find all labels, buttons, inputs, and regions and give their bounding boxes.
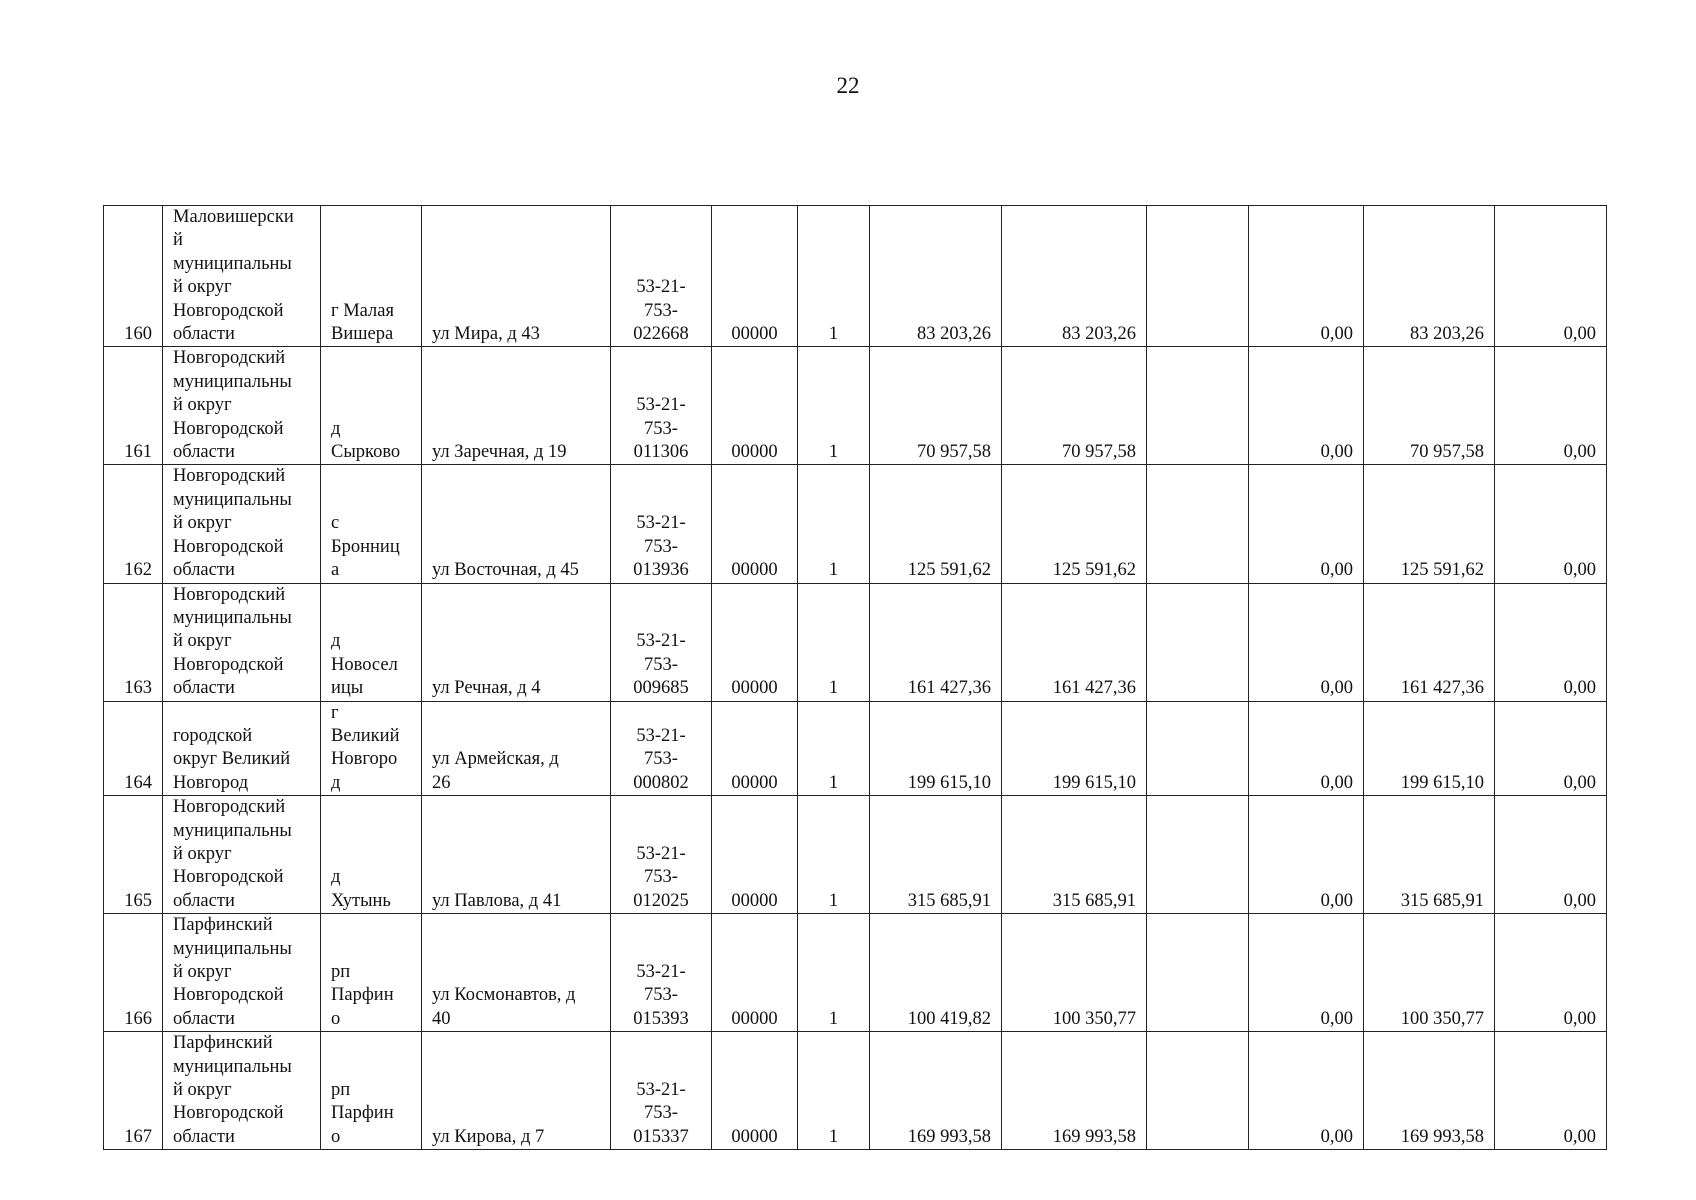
address-cell: ул Восточная, д 45 bbox=[422, 465, 611, 583]
registry-table bbox=[103, 205, 1607, 1150]
amount2-cell: 100 350,77 bbox=[1002, 914, 1147, 1032]
quantity-cell: 1 bbox=[798, 347, 870, 465]
table-row bbox=[104, 1032, 1607, 1150]
amount1-cell: 125 591,62 bbox=[870, 465, 1002, 583]
amount3-cell bbox=[1147, 347, 1249, 465]
amount6-cell: 0,00 bbox=[1495, 347, 1607, 465]
code-cell: 53-21- 753- 015337 bbox=[611, 1032, 712, 1150]
address-cell: ул Речная, д 4 bbox=[422, 583, 611, 701]
subcode-cell: 00000 bbox=[712, 796, 798, 914]
row-number-cell: 166 bbox=[104, 914, 163, 1032]
row-number-cell: 164 bbox=[104, 701, 163, 796]
municipality-cell: Парфинский муниципальны й округ Новгородской области bbox=[163, 1032, 321, 1150]
address-cell: ул Кирова, д 7 bbox=[422, 1032, 611, 1150]
subcode-cell: 00000 bbox=[712, 1032, 798, 1150]
code-cell: 53-21- 753- 012025 bbox=[611, 796, 712, 914]
amount5-cell: 70 957,58 bbox=[1364, 347, 1495, 465]
amount1-cell: 161 427,36 bbox=[870, 583, 1002, 701]
table-row bbox=[104, 465, 1607, 583]
amount4-cell: 0,00 bbox=[1249, 206, 1364, 347]
amount1-cell: 315 685,91 bbox=[870, 796, 1002, 914]
quantity-cell: 1 bbox=[798, 796, 870, 914]
amount4-cell: 0,00 bbox=[1249, 701, 1364, 796]
amount1-cell: 199 615,10 bbox=[870, 701, 1002, 796]
amount4-cell: 0,00 bbox=[1249, 914, 1364, 1032]
amount5-cell: 100 350,77 bbox=[1364, 914, 1495, 1032]
locality-cell: д Хутынь bbox=[321, 796, 422, 914]
amount3-cell bbox=[1147, 583, 1249, 701]
amount2-cell: 199 615,10 bbox=[1002, 701, 1147, 796]
amount4-cell: 0,00 bbox=[1249, 1032, 1364, 1150]
row-number-cell: 160 bbox=[104, 206, 163, 347]
subcode-cell: 00000 bbox=[712, 914, 798, 1032]
locality-cell: г Малая Вишера bbox=[321, 206, 422, 347]
table-row bbox=[104, 206, 1607, 347]
amount5-cell: 161 427,36 bbox=[1364, 583, 1495, 701]
amount1-cell: 70 957,58 bbox=[870, 347, 1002, 465]
table-row bbox=[104, 914, 1607, 1032]
municipality-cell: Новгородский муниципальны й округ Новгородской области bbox=[163, 465, 321, 583]
row-number-cell: 161 bbox=[104, 347, 163, 465]
amount6-cell: 0,00 bbox=[1495, 465, 1607, 583]
locality-cell: с Бронниц а bbox=[321, 465, 422, 583]
municipality-cell: Новгородский муниципальны й округ Новгородской области bbox=[163, 347, 321, 465]
amount2-cell: 315 685,91 bbox=[1002, 796, 1147, 914]
municipality-cell: городской округ Великий Новгород bbox=[163, 701, 321, 796]
row-number-cell: 165 bbox=[104, 796, 163, 914]
amount5-cell: 125 591,62 bbox=[1364, 465, 1495, 583]
address-cell: ул Армейская, д 26 bbox=[422, 701, 611, 796]
amount1-cell: 83 203,26 bbox=[870, 206, 1002, 347]
amount3-cell bbox=[1147, 914, 1249, 1032]
amount3-cell bbox=[1147, 1032, 1249, 1150]
registry-body bbox=[104, 206, 1607, 1150]
amount1-cell: 100 419,82 bbox=[870, 914, 1002, 1032]
subcode-cell: 00000 bbox=[712, 701, 798, 796]
amount6-cell: 0,00 bbox=[1495, 701, 1607, 796]
municipality-cell: Новгородский муниципальны й округ Новгородской области bbox=[163, 583, 321, 701]
municipality-cell: Новгородский муниципальны й округ Новгородской области bbox=[163, 796, 321, 914]
quantity-cell: 1 bbox=[798, 701, 870, 796]
amount5-cell: 169 993,58 bbox=[1364, 1032, 1495, 1150]
page-number: 22 bbox=[836, 73, 860, 98]
address-cell: ул Мира, д 43 bbox=[422, 206, 611, 347]
amount6-cell: 0,00 bbox=[1495, 583, 1607, 701]
amount5-cell: 199 615,10 bbox=[1364, 701, 1495, 796]
table-row bbox=[104, 347, 1607, 465]
amount4-cell: 0,00 bbox=[1249, 796, 1364, 914]
quantity-cell: 1 bbox=[798, 206, 870, 347]
subcode-cell: 00000 bbox=[712, 347, 798, 465]
quantity-cell: 1 bbox=[798, 583, 870, 701]
amount6-cell: 0,00 bbox=[1495, 796, 1607, 914]
locality-cell: рп Парфин о bbox=[321, 1032, 422, 1150]
code-cell: 53-21- 753- 013936 bbox=[611, 465, 712, 583]
code-cell: 53-21- 753- 009685 bbox=[611, 583, 712, 701]
locality-cell: рп Парфин о bbox=[321, 914, 422, 1032]
address-cell: ул Заречная, д 19 bbox=[422, 347, 611, 465]
quantity-cell: 1 bbox=[798, 465, 870, 583]
amount5-cell: 315 685,91 bbox=[1364, 796, 1495, 914]
amount4-cell: 0,00 bbox=[1249, 583, 1364, 701]
table-row bbox=[104, 796, 1607, 914]
code-cell: 53-21- 753- 000802 bbox=[611, 701, 712, 796]
address-cell: ул Павлова, д 41 bbox=[422, 796, 611, 914]
table-row bbox=[104, 583, 1607, 701]
municipality-cell: Парфинский муниципальны й округ Новгородской области bbox=[163, 914, 321, 1032]
amount2-cell: 83 203,26 bbox=[1002, 206, 1147, 347]
subcode-cell: 00000 bbox=[712, 465, 798, 583]
amount2-cell: 161 427,36 bbox=[1002, 583, 1147, 701]
amount3-cell bbox=[1147, 701, 1249, 796]
amount2-cell: 169 993,58 bbox=[1002, 1032, 1147, 1150]
amount3-cell bbox=[1147, 796, 1249, 914]
row-number-cell: 163 bbox=[104, 583, 163, 701]
amount5-cell: 83 203,26 bbox=[1364, 206, 1495, 347]
quantity-cell: 1 bbox=[798, 914, 870, 1032]
quantity-cell: 1 bbox=[798, 1032, 870, 1150]
amount1-cell: 169 993,58 bbox=[870, 1032, 1002, 1150]
amount6-cell: 0,00 bbox=[1495, 914, 1607, 1032]
address-cell: ул Космонавтов, д 40 bbox=[422, 914, 611, 1032]
amount4-cell: 0,00 bbox=[1249, 465, 1364, 583]
code-cell: 53-21- 753- 011306 bbox=[611, 347, 712, 465]
table-row bbox=[104, 701, 1607, 796]
code-cell: 53-21- 753- 022668 bbox=[611, 206, 712, 347]
amount6-cell: 0,00 bbox=[1495, 206, 1607, 347]
subcode-cell: 00000 bbox=[712, 206, 798, 347]
amount3-cell bbox=[1147, 206, 1249, 347]
municipality-cell: Маловишерски й муниципальны й округ Новгородской области bbox=[163, 206, 321, 347]
amount3-cell bbox=[1147, 465, 1249, 583]
amount2-cell: 125 591,62 bbox=[1002, 465, 1147, 583]
row-number-cell: 167 bbox=[104, 1032, 163, 1150]
locality-cell: д Новосел ицы bbox=[321, 583, 422, 701]
row-number-cell: 162 bbox=[104, 465, 163, 583]
amount2-cell: 70 957,58 bbox=[1002, 347, 1147, 465]
subcode-cell: 00000 bbox=[712, 583, 798, 701]
locality-cell: д Сырково bbox=[321, 347, 422, 465]
amount4-cell: 0,00 bbox=[1249, 347, 1364, 465]
locality-cell: г Великий Новгоро д bbox=[321, 701, 422, 796]
code-cell: 53-21- 753- 015393 bbox=[611, 914, 712, 1032]
amount6-cell: 0,00 bbox=[1495, 1032, 1607, 1150]
